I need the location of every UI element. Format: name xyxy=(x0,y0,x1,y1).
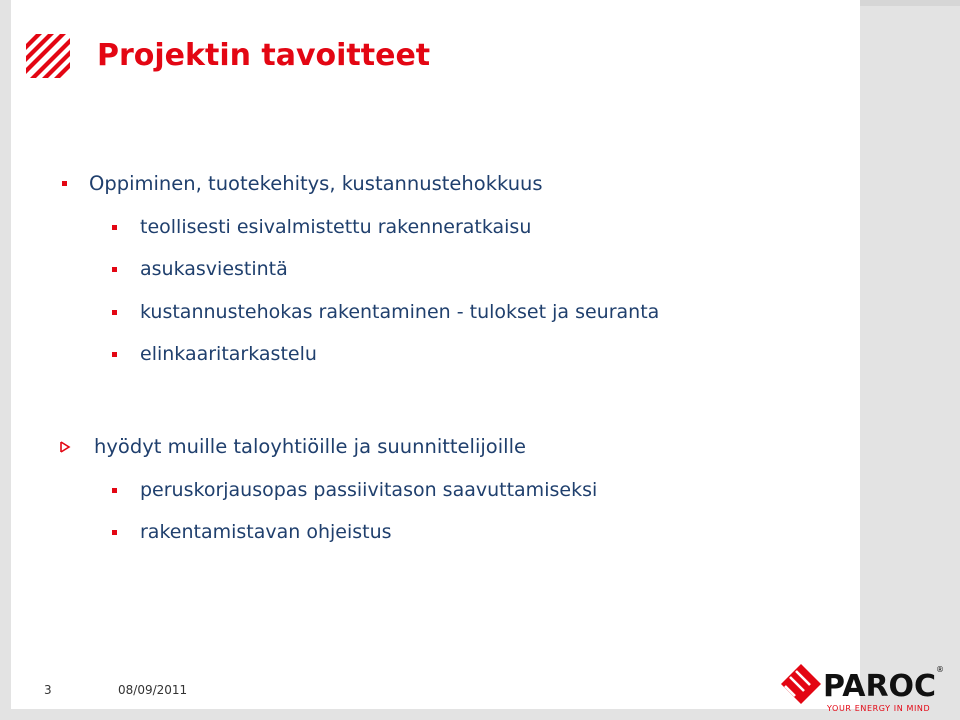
bullet-text: hyödyt muille taloyhtiöille ja suunnittelijoille xyxy=(94,435,526,458)
bullet-text: asukasviestintä xyxy=(140,258,288,280)
red-square-bullet-icon xyxy=(112,352,117,357)
red-square-bullet-icon xyxy=(112,225,117,230)
page-number: 3 xyxy=(44,683,52,697)
paroc-logo xyxy=(781,660,951,714)
sub-bullet-item xyxy=(112,216,531,238)
paroc-stripes-icon xyxy=(26,34,70,78)
sub-bullet-item xyxy=(112,301,659,323)
frame-top-right xyxy=(860,0,960,6)
frame-left xyxy=(0,0,11,720)
bullet-text: Oppiminen, tuotekehitys, kustannustehokkuus xyxy=(89,172,543,195)
red-square-bullet-icon xyxy=(62,181,67,186)
sub-bullet-item xyxy=(112,343,317,365)
slide-title: Projektin tavoitteet xyxy=(97,38,431,73)
frame-right xyxy=(860,0,960,720)
paroc-diamond-icon xyxy=(781,664,821,704)
bullet-text: rakentamistavan ohjeistus xyxy=(140,521,392,543)
bullet-text: elinkaaritarkastelu xyxy=(140,343,317,365)
bullet-item xyxy=(62,172,543,195)
red-square-bullet-icon xyxy=(112,530,117,535)
bullet-item xyxy=(58,435,526,458)
arrow-bullet-icon xyxy=(58,440,72,454)
bullet-text: peruskorjausopas passiivitason saavuttamiseksi xyxy=(140,479,598,501)
red-square-bullet-icon xyxy=(112,310,117,315)
paroc-tagline: YOUR ENERGY IN MIND xyxy=(827,704,931,713)
red-square-bullet-icon xyxy=(112,488,117,493)
sub-bullet-item xyxy=(112,479,597,501)
registered-mark: ® xyxy=(936,665,944,674)
red-square-bullet-icon xyxy=(112,267,117,272)
sub-bullet-item xyxy=(112,521,392,543)
sub-bullet-item xyxy=(112,258,288,280)
bullet-text: kustannustehokas rakentaminen - tulokset ja seuranta xyxy=(140,301,660,323)
paroc-wordmark: PAROC xyxy=(823,669,937,704)
bullet-text: teollisesti esivalmistettu rakenneratkaisu xyxy=(140,216,532,238)
slide-date: 08/09/2011 xyxy=(118,683,188,697)
